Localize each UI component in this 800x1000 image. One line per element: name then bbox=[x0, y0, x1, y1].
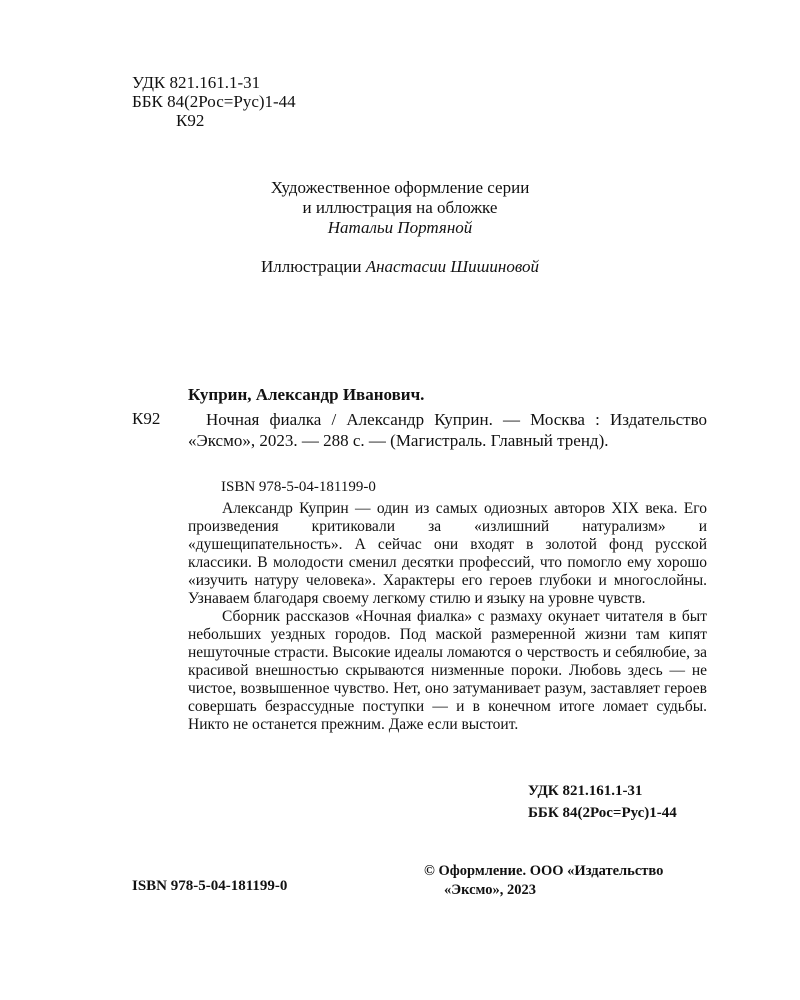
design-credits bbox=[0, 178, 800, 277]
author-mark: К92 bbox=[176, 111, 205, 130]
design-credit-line1: Художественное оформление серии bbox=[270, 178, 530, 197]
book-author: Куприн, Александр Иванович. bbox=[188, 385, 425, 404]
copyright-line-1: © Оформление. ООО «Издательство bbox=[424, 863, 664, 879]
annotation bbox=[188, 500, 707, 734]
design-artist-name: Натальи Портяной bbox=[327, 218, 473, 237]
classification-codes-bottom bbox=[528, 780, 677, 824]
bibliographic-mark: К92 bbox=[132, 409, 161, 428]
illustrations-artist-name: Анастасии Шишиновой bbox=[365, 257, 539, 276]
annotation-paragraph-1: Александр Куприн — один из самых одиозных авторов XIX века. Его произведения критиковали за «излишний натурализм» и «душещипательность». А сейчас они входят в золотой фонд русской классики. В молодости сменил десятки профессий, что помогло ему хорошо «изучить натуру человека». Характеры его героев глубоки и многослойны. Узнаваем благодаря своему легкому стилю и языку на уровне чувств. bbox=[188, 500, 707, 607]
illustrations-label: Иллюстрации bbox=[260, 257, 362, 276]
classification-codes-top bbox=[132, 73, 296, 130]
copyright-line-2: «Эксмо», 2023 bbox=[444, 882, 536, 898]
isbn-footer: ISBN 978-5-04-181199-0 bbox=[132, 878, 288, 894]
isbn-inline: ISBN 978-5-04-181199-0 bbox=[221, 479, 376, 495]
design-credit-line2: и иллюстрация на обложке bbox=[302, 198, 498, 217]
udk-code-bottom: УДК 821.161.1-31 bbox=[528, 783, 643, 799]
bibliographic-text: Ночная фиалка / Александр Куприн. — Москва : Издательство «Эксмо», 2023. — 288 с. — (Магистраль. Главный тренд). bbox=[188, 410, 707, 450]
annotation-paragraph-2: Сборник рассказов «Ночная фиалка» с размаху окунает читателя в быт небольших уездных городов. Под маской размеренной жизни там кипят нешуточные страсти. Высокие идеалы ломаются о черствость и себялюбие, за красивой внешностью скрываются низменные пороки. Любовь здесь — не чистое, возвышенное чувство. Нет, оно затуманивает разум, заставляет героев совершать безрассудные поступки — и в конечном итоге ломает судьбы. Никто не останется прежним. Даже если выстоит. bbox=[188, 608, 707, 733]
bibliographic-description bbox=[188, 409, 707, 451]
illustrations-credit bbox=[0, 257, 800, 277]
bbk-code-bottom: ББК 84(2Рос=Рус)1-44 bbox=[528, 805, 677, 821]
udk-code: УДК 821.161.1-31 bbox=[132, 73, 261, 92]
copyright-notice bbox=[424, 862, 663, 900]
bbk-code: ББК 84(2Рос=Рус)1-44 bbox=[132, 92, 296, 111]
